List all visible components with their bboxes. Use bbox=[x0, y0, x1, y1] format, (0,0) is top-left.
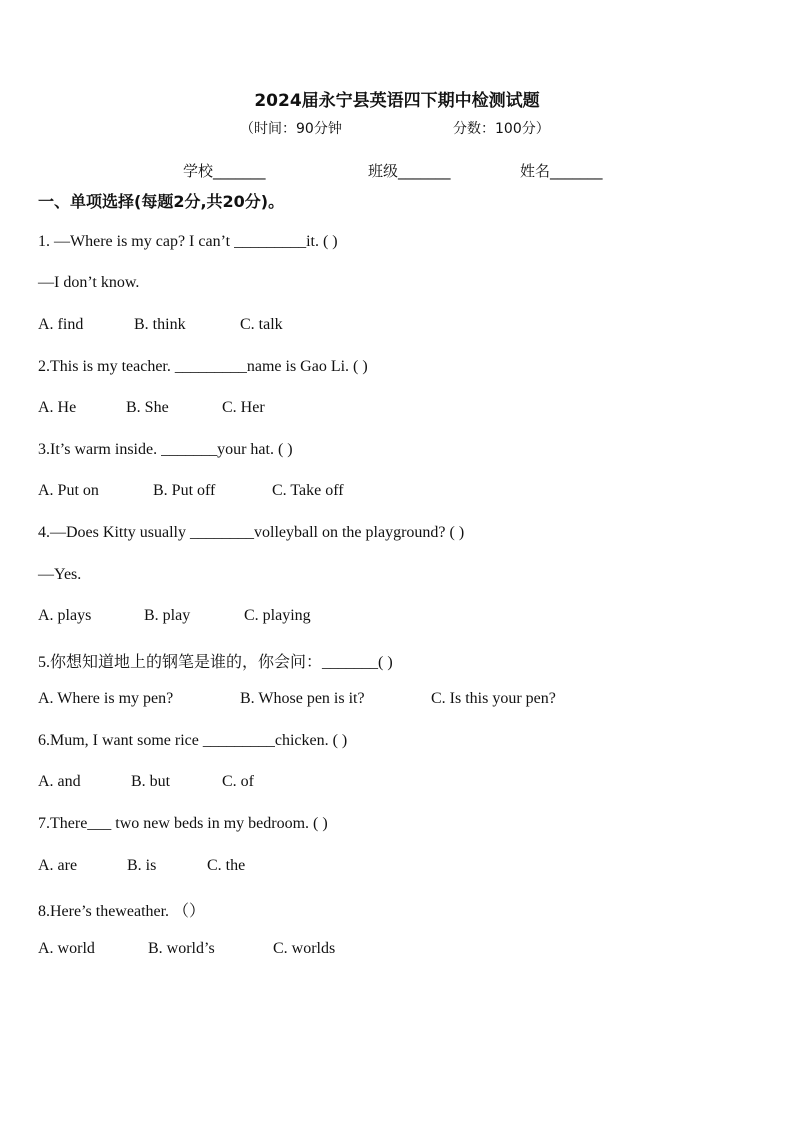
q7-option-c: C. the bbox=[207, 857, 246, 874]
school-field: 学校_______ bbox=[183, 162, 266, 180]
question-8: 8.Here’s theweather. （） bbox=[38, 903, 206, 920]
q8-option-c: C. worlds bbox=[273, 940, 336, 957]
q3-option-b: B. Put off bbox=[153, 482, 216, 499]
q1-option-c: C. talk bbox=[240, 316, 283, 333]
q7-option-a: A. are bbox=[38, 857, 78, 874]
q4-option-b: B. play bbox=[144, 607, 191, 624]
q6-option-c: C. of bbox=[222, 773, 254, 790]
exam-time: （时间：90分钟 bbox=[240, 121, 342, 137]
q2-option-b: B. She bbox=[126, 399, 169, 416]
section-title: 一、单项选择(每题2分,共20分)。 bbox=[38, 192, 285, 211]
question-1-reply: —I don’t know. bbox=[38, 274, 140, 291]
q2-option-c: C. Her bbox=[222, 399, 265, 416]
q4-option-c: C. playing bbox=[244, 607, 311, 624]
class-field: 班级_______ bbox=[368, 162, 451, 180]
q6-option-b: B. but bbox=[131, 773, 171, 790]
q1-option-a: A. find bbox=[38, 316, 84, 333]
question-2: 2.This is my teacher. _________name is Gao Li. ( ) bbox=[38, 358, 368, 375]
question-3: 3.It’s warm inside. _______your hat. ( ) bbox=[38, 441, 293, 458]
question-4: 4.—Does Kitty usually ________volleyball on the playground? ( ) bbox=[38, 524, 465, 541]
q8-option-a: A. world bbox=[38, 940, 95, 957]
name-field: 姓名_______ bbox=[520, 162, 603, 180]
question-4-reply: —Yes. bbox=[38, 566, 82, 583]
question-5: 5.你想知道地上的钢笔是谁的，你会问：_______( ) bbox=[38, 654, 393, 671]
q3-option-a: A. Put on bbox=[38, 482, 99, 499]
q5-option-a: A. Where is my pen? bbox=[38, 690, 174, 707]
q5-option-c: C. Is this your pen? bbox=[431, 690, 556, 707]
q7-option-b: B. is bbox=[127, 857, 157, 874]
question-1: 1. —Where is my cap? I can’t _________it. ( ) bbox=[38, 233, 338, 250]
q1-option-b: B. think bbox=[134, 316, 186, 333]
q2-option-a: A. He bbox=[38, 399, 77, 416]
question-7: 7.There___ two new beds in my bedroom. ( ) bbox=[38, 815, 328, 832]
q5-option-b: B. Whose pen is it? bbox=[240, 690, 365, 707]
page-title: 2024届永宁县英语四下期中检测试题 bbox=[254, 91, 540, 111]
q4-option-a: A. plays bbox=[38, 607, 92, 624]
q6-option-a: A. and bbox=[38, 773, 81, 790]
question-6: 6.Mum, I want some rice _________chicken. ( ) bbox=[38, 732, 348, 749]
exam-score: 分数：100分） bbox=[453, 121, 550, 137]
q8-option-b: B. world’s bbox=[148, 940, 215, 957]
q3-option-c: C. Take off bbox=[272, 482, 344, 499]
